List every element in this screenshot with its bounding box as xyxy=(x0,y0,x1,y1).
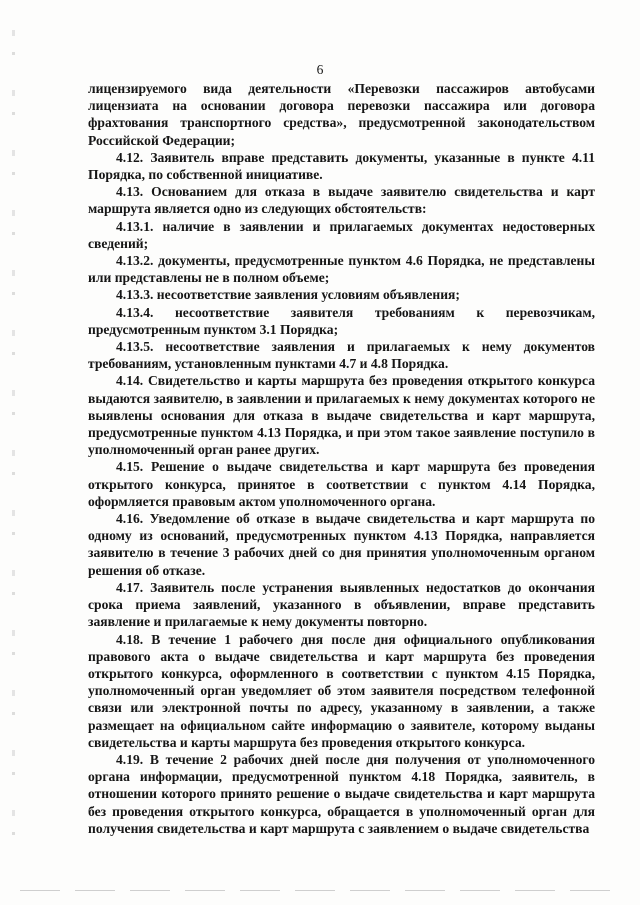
paragraph-4-13-5: 4.13.5. несоответствие заявления и прилагаемых к нему документов требованиям, установленным пунктами 4.7 и 4.8 Порядка. xyxy=(88,339,595,372)
paragraph-4-13-1: 4.13.1. наличие в заявлении и прилагаемых документах недостоверных сведений; xyxy=(88,218,595,251)
page-number: 6 xyxy=(316,62,324,77)
scan-edge-artifact xyxy=(12,30,15,870)
paragraph-4-13-4: 4.13.4. несоответствие заявителя требованиям к перевозчикам, предусмотренным пунктом 3.1 Порядка; xyxy=(88,304,595,337)
paragraph-4-14: 4.14. Свидетельство и карты маршрута без проведения открытого конкурса выдаются заявителю, в заявлении и прилагаемых к нему документах которого не выявлены основания для отказа в выдаче свидетельства и карт маршрута, предусмотренные пунктом 4.13 Порядка, и при этом такое заявление поступило в уполномоченный орган ранее других. xyxy=(88,373,595,458)
paragraph-4-19: 4.19. В течение 2 рабочих дней после дня получения от уполномоченного органа информации, предусмотренной пунктом 4.18 Порядка, заявитель, в отношении которого принято решение о выдаче свидетельства и карт маршрута без проведения открытого конкурса, обращается в уполномоченный орган для получения свидетельства и карт маршрута с заявлением о выдаче свидетельства xyxy=(88,751,595,836)
paragraph-4-17: 4.17. Заявитель после устранения выявленных недостатков до окончания срока приема заявлений, указанного в объявлении, вправе представить заявление и прилагаемые к нему документы повторно. xyxy=(88,579,595,630)
paragraph-4-13: 4.13. Основанием для отказа в выдаче заявителю свидетельства и карт маршрута является одно из следующих обстоятельств: xyxy=(88,184,595,217)
paragraph-4-15: 4.15. Решение о выдаче свидетельства и карт маршрута без проведения открытого конкурса, принятое в соответствии с пунктом 4.14 Порядка, оформляется правовым актом уполномоченного органа. xyxy=(88,459,595,509)
document-body xyxy=(88,80,595,837)
paragraph-4-12: 4.12. Заявитель вправе представить документы, указанные в пункте 4.11 Порядка, по собственной инициативе. xyxy=(88,149,595,183)
scan-bottom-artifact xyxy=(20,890,620,891)
paragraph-continuation: лицензируемого вида деятельности «Перевозки пассажиров автобусами лицензиата на основании договора перевозки пассажира или договора фрахтования транспортного средства», предусмотренной законодательством Российской Федерации; xyxy=(88,81,595,148)
paragraph-4-16: 4.16. Уведомление об отказе в выдаче свидетельства и карт маршрута по одному из оснований, предусмотренных пунктом 4.13 Порядка, направляется заявителю в течение 3 рабочих дней со дня принятия уполномоченным органом решения об отказе. xyxy=(88,511,595,578)
paragraph-4-13-2: 4.13.2. документы, предусмотренные пунктом 4.6 Порядка, не представлены или представлены не в полном объеме; xyxy=(88,253,595,286)
paragraph-4-18: 4.18. В течение 1 рабочего дня после дня официального опубликования правового акта о выдаче свидетельства и карт маршрута без проведения открытого конкурса, оформленного в соответствии с пунктом 4.15 Порядка, уполномоченный орган уведомляет об этом заявителя посредством телефонной связи или электронной почты по адресу, указанному в заявлении, а также размещает на официальном сайте информацию о заявителе, которому выданы свидетельства и карты маршрута без проведения открытого конкурса. xyxy=(88,631,595,750)
paragraph-4-13-3: 4.13.3. несоответствие заявления условиям объявления; xyxy=(116,287,460,303)
